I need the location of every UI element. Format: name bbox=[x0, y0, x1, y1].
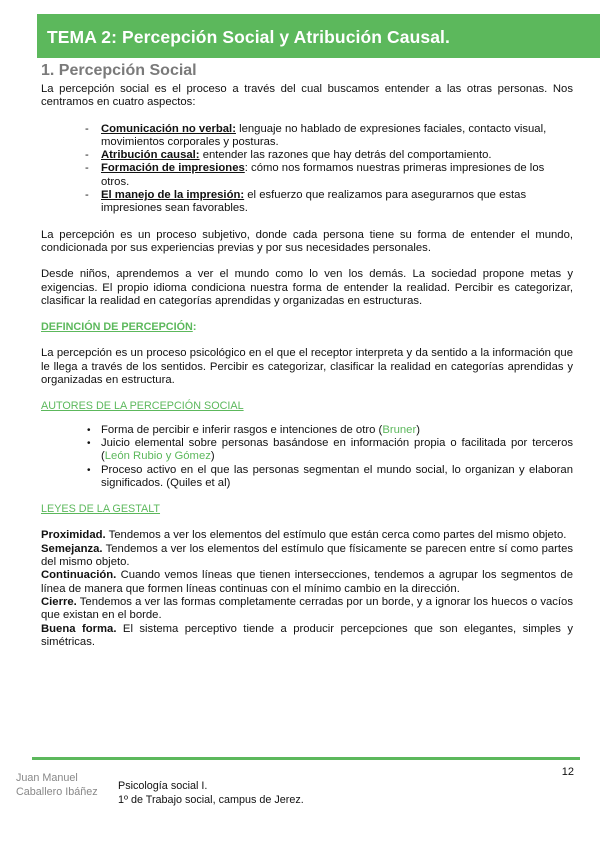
gestalt-law bbox=[41, 543, 573, 570]
author-citation: Bruner bbox=[382, 423, 417, 436]
author-item-text: Juicio elemental sobre personas basándose en información propia o facilitada por terceros ( bbox=[101, 436, 573, 463]
aspect-term: Formación de impresiones bbox=[101, 162, 245, 175]
gestalt-heading: LEYES DE LA GESTALT bbox=[41, 503, 161, 516]
footer-course bbox=[118, 779, 304, 807]
gestalt-law bbox=[41, 569, 573, 596]
page-title: TEMA 2: Percepción Social y Atribución Causal. bbox=[47, 27, 450, 47]
list-item bbox=[101, 424, 573, 437]
definition-heading-colon: : bbox=[192, 321, 197, 334]
course-title: Psicología social I. bbox=[118, 780, 208, 792]
law-name: Cierre. bbox=[41, 595, 77, 608]
authors-heading-line bbox=[41, 400, 573, 413]
list-item bbox=[101, 162, 573, 189]
intro-paragraph: La percepción social es el proceso a través del cual buscamos entender a las otras personas. Nos centramos en cuatro aspectos: bbox=[41, 83, 573, 109]
aspect-text: lenguaje no hablado de expresiones faciales, contacto visual, movimientos corporales y posturas. bbox=[101, 122, 547, 148]
list-item bbox=[101, 189, 573, 216]
paragraph: Desde niños, aprendemos a ver el mundo como lo ven los demás. La sociedad propone metas y exigencias. El propio idioma condiciona nuestra forma de entender la realidad. Percibir es categorizar, clasificar la realidad en categorías aprendidas y organizadas en estructuras. bbox=[41, 268, 573, 307]
aspect-text: entender las razones que hay detrás del comportamiento. bbox=[199, 149, 492, 162]
law-text: Cuando vemos líneas que tienen intersecciones, tendemos a agrupar los segmentos de línea de manera que formen líneas continuas con el mínimo cambio en la dirección. bbox=[41, 569, 573, 595]
definition-text: La percepción es un proceso psicológico en el que el receptor interpreta y da sentido a la información que le llega a través de los sentidos. Percibir es categorizar, clasificar la realidad en categorías aprendidas y organizadas en estructura. bbox=[41, 347, 573, 387]
law-name: Continuación. bbox=[41, 569, 117, 582]
gestalt-law bbox=[41, 529, 573, 542]
aspect-term: Atribución causal: bbox=[101, 149, 200, 162]
page-header-banner bbox=[37, 14, 600, 58]
aspect-term: Comunicación no verbal: bbox=[101, 122, 236, 135]
authors-list bbox=[41, 424, 573, 490]
list-item bbox=[101, 464, 573, 491]
law-name: Buena forma. bbox=[41, 622, 117, 635]
list-item bbox=[101, 123, 573, 150]
definition-heading-line bbox=[41, 321, 573, 334]
author-citation: León Rubio y Gómez bbox=[104, 450, 211, 463]
law-text: Tendemos a ver los elementos del estímulo que están cerca como partes del mismo objeto. bbox=[105, 529, 567, 542]
law-name: Proximidad. bbox=[41, 529, 106, 542]
author-item-text: Proceso activo en el que las personas segmentan el mundo social, lo organizan y elaboran significados. (Quiles et al) bbox=[101, 463, 573, 489]
page-number: 12 bbox=[561, 766, 574, 778]
aspect-term: El manejo de la impresión: bbox=[101, 189, 245, 202]
aspect-text: el esfuerzo que realizamos para asegurarnos que estas impresiones sean favorables. bbox=[101, 189, 527, 215]
author-item-close: ) bbox=[416, 423, 420, 436]
footer-author: Juan Manuel Caballero Ibáñez bbox=[16, 772, 98, 798]
aspect-text: : cómo nos formamos nuestras primeras impresiones de los otros. bbox=[101, 162, 545, 188]
law-text: Tendemos a ver las formas completamente cerradas por un borde, y a ignorar los huecos o vacíos que existan en el borde. bbox=[41, 595, 573, 622]
list-item bbox=[101, 437, 573, 464]
law-text: El sistema perceptivo tiende a producir percepciones que son elegantes, simples y simétricas. bbox=[41, 622, 573, 648]
section-title: 1. Percepción Social bbox=[41, 62, 197, 79]
author-item-close: ) bbox=[210, 450, 215, 463]
course-campus: 1º de Trabajo social, campus de Jerez. bbox=[118, 794, 304, 806]
law-text: Tendemos a ver los elementos del estímulo que físicamente se parecen entre sí como partes del mismo objeto. bbox=[41, 542, 573, 569]
list-item bbox=[101, 149, 573, 162]
document-body bbox=[41, 62, 573, 649]
law-name: Semejanza. bbox=[41, 542, 103, 555]
gestalt-law bbox=[41, 623, 573, 650]
footer-divider bbox=[32, 757, 580, 760]
author-item-text: Forma de percibir e inferir rasgos e intenciones de otro ( bbox=[101, 423, 383, 436]
authors-heading: AUTORES DE LA PERCEPCIÓN SOCIAL bbox=[41, 400, 244, 413]
paragraph: La percepción es un proceso subjetivo, donde cada persona tiene su forma de entender el mundo, condicionada por sus experiencias previas y por sus necesidades personales. bbox=[41, 228, 573, 254]
gestalt-heading-line bbox=[41, 503, 573, 516]
gestalt-law bbox=[41, 596, 573, 623]
aspects-list bbox=[41, 123, 573, 216]
definition-heading: DEFINCIÓN DE PERCEPCIÓN bbox=[41, 321, 193, 334]
